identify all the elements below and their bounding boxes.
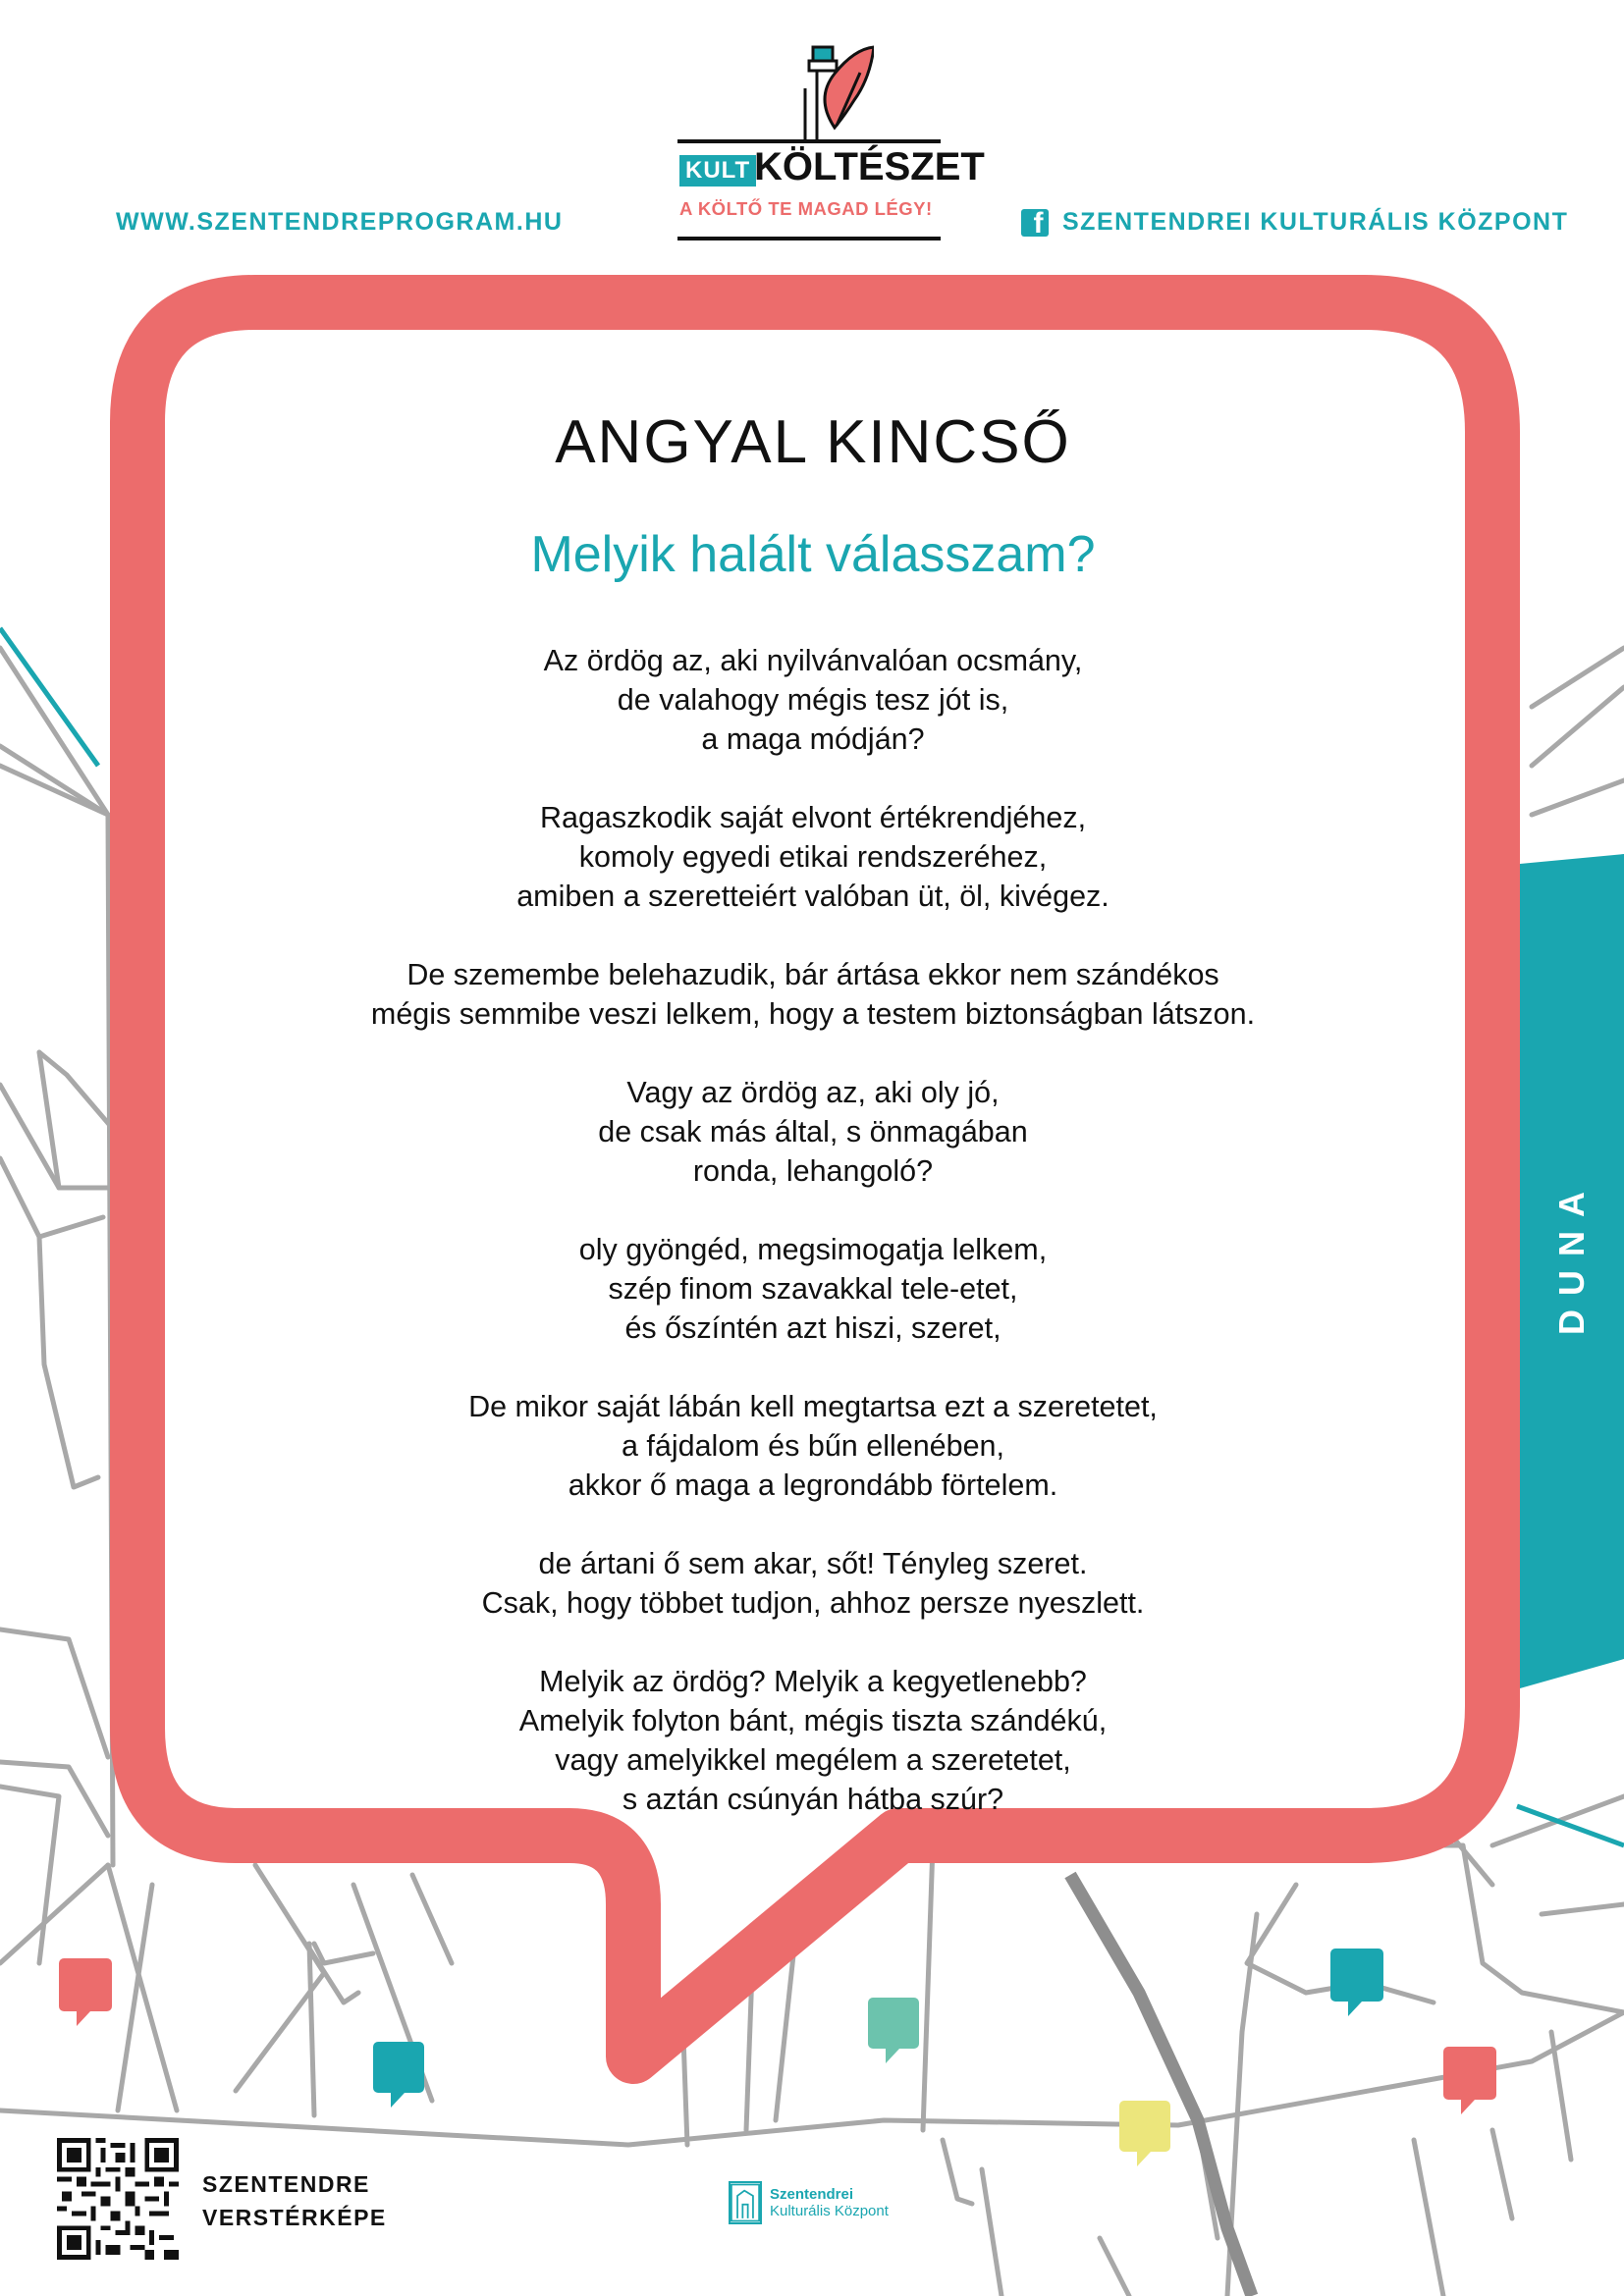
poem-line: de valahogy mégis tesz jót is, — [617, 683, 1009, 717]
poem-line: Az ördög az, aki nyilvánvalóan ocsmány, — [543, 644, 1083, 677]
poem-stanza — [167, 955, 1459, 1034]
poem-author: ANGYAL KINCSŐ — [555, 408, 1071, 476]
poem-stanza — [167, 1387, 1459, 1505]
facebook-label: SZENTENDREI KULTURÁLIS KÖZPONT — [1062, 208, 1569, 236]
poem-line: és őszíntén azt hiszi, szeret, — [624, 1311, 1001, 1345]
poem-line: a fájdalom és bűn ellenében, — [621, 1429, 1004, 1463]
poem-stanza — [167, 798, 1459, 916]
poem-line: komoly egyedi etikai rendszeréhez, — [578, 840, 1048, 874]
logo-kult-badge: KULT — [679, 155, 756, 187]
lighthouse-quill-icon — [776, 39, 874, 139]
map-name-line2: VERSTÉRKÉPE — [202, 2205, 387, 2230]
facebook-link[interactable] — [1021, 206, 1569, 240]
poem-line: De mikor saját lábán kell megtartsa ezt a szeretetet, — [468, 1390, 1158, 1423]
poem-line: akkor ő maga a legrondább förtelem. — [568, 1468, 1058, 1502]
poem-line: szép finom szavakkal tele-etet, — [608, 1272, 1018, 1306]
poem-line: Ragaszkodik saját elvont értékrendjéhez, — [539, 801, 1087, 834]
poem-line: De szemembe belehazudik, bár ártása ekkor nem szándékos — [406, 958, 1219, 991]
poem-line: Melyik az ördög? Melyik a kegyetlenebb? — [539, 1665, 1087, 1698]
poem-stanza — [167, 1073, 1459, 1191]
poem-line: mégis semmibe veszi lelkem, hogy a testem biztonságban látszon. — [370, 997, 1256, 1031]
poem-title: Melyik halált válasszam? — [530, 526, 1096, 583]
poem-line: Csak, hogy többet tudjon, ahhoz persze nyeszlett. — [481, 1586, 1145, 1620]
org-name-line1: Szentendrei — [770, 2186, 854, 2203]
organisation-logo — [729, 2181, 889, 2224]
qr-code-icon — [57, 2138, 179, 2260]
logo-tagline: A KÖLTŐ TE MAGAD LÉGY! — [679, 198, 933, 219]
poem-stanza — [167, 641, 1459, 759]
poem-line: de csak más által, s önmagában — [598, 1115, 1028, 1148]
poem-line: vagy amelyikkel megélem a szeretetet, — [555, 1743, 1071, 1777]
poem-stanza — [167, 1230, 1459, 1348]
poem-line: ronda, lehangoló? — [692, 1154, 934, 1188]
logo-name: KÖLTÉSZET — [754, 145, 985, 188]
poem-line: amiben a szeretteiért valóban üt, öl, kivégez. — [516, 880, 1110, 913]
poem-stanza — [167, 1662, 1459, 1819]
building-icon — [729, 2181, 762, 2224]
kultkolteszet-logo — [677, 39, 985, 245]
org-name-line2: Kulturális Központ — [770, 2203, 889, 2219]
poem-line: de ártani ő sem akar, sőt! Tényleg szeret. — [538, 1547, 1088, 1580]
poem-line: Amelyik folyton bánt, mégis tiszta szándékú, — [518, 1704, 1108, 1737]
map-name-line1: SZENTENDRE — [202, 2171, 370, 2197]
map-name — [202, 2167, 387, 2234]
river-label: DUNA — [1551, 1178, 1592, 1335]
poem-line: oly gyöngéd, megsimogatja lelkem, — [578, 1233, 1048, 1266]
poem-stanza — [167, 1544, 1459, 1623]
poem-line: Vagy az ördög az, aki oly jó, — [626, 1076, 1000, 1109]
facebook-icon: f — [1021, 209, 1049, 237]
website-link[interactable]: WWW.SZENTENDREPROGRAM.HU — [116, 208, 564, 236]
poem-line: a maga módján? — [701, 722, 925, 756]
poem-line: s aztán csúnyán hátba szúr? — [622, 1783, 1004, 1816]
poem-stanzas — [167, 641, 1459, 1858]
